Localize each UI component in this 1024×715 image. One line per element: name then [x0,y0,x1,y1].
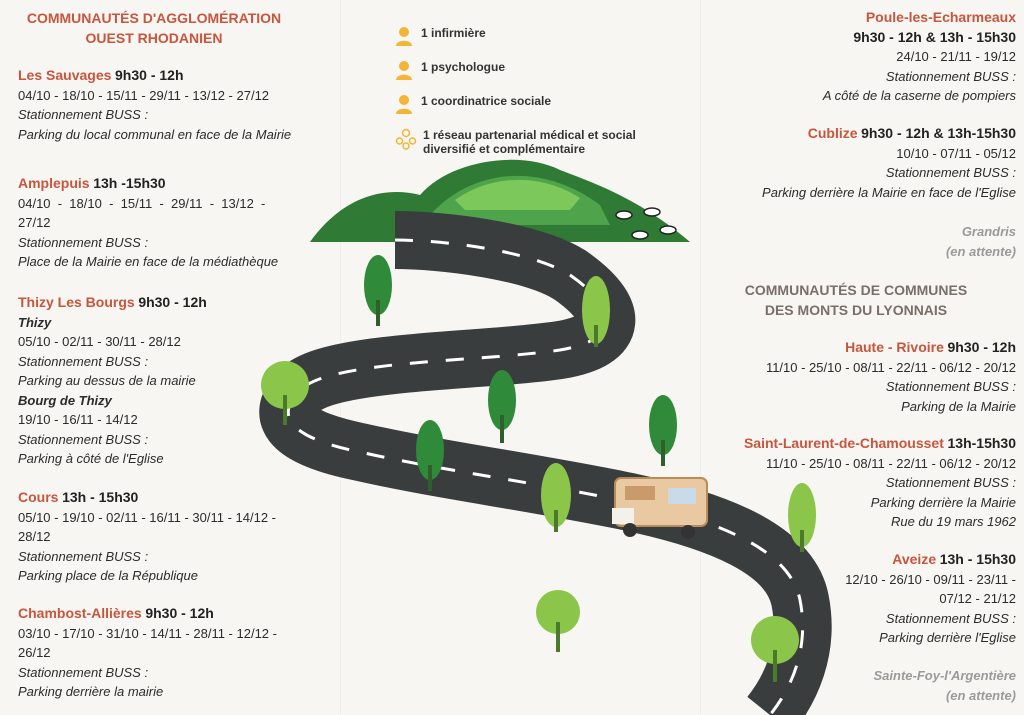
stop-cublize [696,124,1016,202]
parking-place: Parking de la Mairie [901,398,1016,414]
stop-amplepuis [18,174,338,272]
network-icon [395,128,417,150]
hours: 9h30 - 12h [115,67,184,83]
team-item-nurse: 1 infirmière [395,26,675,46]
parking-place: Parking derrière la mairie [18,684,164,699]
hours: 9h30 - 12h [145,605,214,621]
parking-label: Stationnement BUSS : [885,475,1016,490]
dates-cont: 07/12 - 21/12 [939,591,1016,606]
parking-label: Stationnement BUSS : [885,610,1016,626]
town-name: Aveize [892,551,937,567]
town-name: Saint-Laurent-de-Chamousset [743,435,944,451]
parking-place: Place de la Mairie en face de la médiathèque [18,254,279,269]
status: (en attente) [945,687,1016,703]
parking-place: Parking au dessus de la mairie [18,373,196,388]
parking-label: Stationnement BUSS : [18,353,149,369]
town-name: Les Sauvages [18,67,112,83]
status: (en attente) [945,243,1016,259]
parking-place: Parking derrière la Mairie en face de l'Eglise [762,184,1016,200]
dates: 12/10 - 26/10 - 09/11 - 23/11 - [845,571,1016,587]
stop-chambost-allieres [18,604,338,702]
parking-street: Rue du 19 mars 1962 [890,514,1016,529]
dates: 11/10 - 25/10 - 08/11 - 22/11 - 06/12 - 20/12 [765,455,1016,471]
parking-label: Stationnement BUSS : [885,68,1016,84]
hours: 9h30 - 12h [138,294,207,310]
dates: 24/10 - 21/11 - 19/12 [896,49,1016,64]
hours: 9h30 - 12h [947,339,1016,355]
parking-place: Parking du local communal en face de la Mairie [18,126,292,142]
parking-place: Parking à côté de l'Eglise [18,451,164,466]
stop-grandris [696,222,1016,261]
person-icon [395,94,413,114]
stop-aveize [696,550,1016,648]
town-name: Sainte-Foy-l'Argentière [873,668,1016,683]
hours: 13h-15h30 [947,435,1016,451]
dates: 11/10 - 25/10 - 08/11 - 22/11 - 06/12 - 20/12 [765,359,1016,375]
hours: 13h - 15h30 [62,489,139,505]
sub-location: Thizy [18,314,52,330]
team-item-social-coordinator: 1 coordinatrice sociale [395,94,675,114]
parking-place: Parking place de la République [18,568,198,583]
team-item-psychologist: 1 psychologue [395,60,675,80]
parking-place: Parking derrière la Mairie [870,494,1016,510]
person-icon [395,60,413,80]
sub-location: Bourg de Thizy [18,392,112,408]
parking-label: Stationnement BUSS : [885,379,1016,394]
town-name: Thizy Les Bourgs [18,294,135,310]
hours: 13h -15h30 [93,175,166,191]
town-name: Amplepuis [18,175,90,191]
stop-cours [18,488,338,586]
cows-icon [616,208,676,239]
stop-sainte-foy-largentiere [696,666,1016,705]
person-icon [395,26,413,46]
team-list [395,26,675,170]
camper-van-icon [612,478,707,539]
town-name: Haute - Rivoire [845,339,944,355]
hill-front [430,176,610,225]
hours: 13h - 15h30 [939,551,1016,567]
left-column [18,8,338,699]
stop-saint-laurent-de-chamousset [696,434,1016,532]
parking-label: Stationnement BUSS : [18,548,149,564]
dates: 03/10 - 17/10 - 31/10 - 14/11 - 28/11 - 12/12 - [18,625,277,641]
dates: 10/10 - 07/11 - 05/12 [896,145,1016,161]
dates: 04/10 - 18/10 - 15/11 - 29/11 - 13/12 - [18,195,266,211]
region-title-monts-du-lyonnais: COMMUNAUTÉS DE COMMUNES DES MONTS DU LYONNAIS [744,282,968,318]
fold-line-left [340,0,342,715]
parking-place: A côté de la caserne de pompiers [822,88,1016,103]
stop-thizy-les-bourgs [18,293,338,469]
dates-cont: 28/12 [18,529,51,544]
dates: 05/10 - 19/10 - 02/11 - 16/11 - 30/11 - 14/12 - [18,509,277,525]
town-name: Cublize [807,125,858,141]
hours: 9h30 - 12h & 13h - 15h30 [853,28,1016,45]
dates: 19/10 - 16/11 - 14/12 [18,412,138,427]
parking-place: Parking derrière l'Eglise [879,630,1016,645]
parking-label: Stationnement BUSS : [18,664,149,680]
parking-label: Stationnement BUSS : [18,234,149,250]
parking-label: Stationnement BUSS : [18,431,149,447]
parking-label: Stationnement BUSS : [18,107,149,122]
stop-haute-rivoire [696,338,1016,416]
hours: 9h30 - 12h & 13h-15h30 [861,125,1016,141]
town-name: Chambost-Allières [18,605,142,621]
parking-label: Stationnement BUSS : [885,165,1016,180]
town-name: Grandris [961,224,1016,239]
dates-cont: 26/12 [18,645,51,660]
dates: 05/10 - 02/11 - 30/11 - 28/12 [18,334,181,349]
stop-poule-les-echarmeaux [696,8,1016,106]
stop-les-sauvages [18,66,338,144]
town-name: Poule-les-Echarmeaux [865,9,1016,25]
dates-cont: 27/12 [18,215,51,230]
hills [310,160,690,242]
dates: 04/10 - 18/10 - 15/11 - 29/11 - 13/12 - 27/12 [18,87,270,103]
team-item-network: 1 réseau partenarial médical et social diversifié et complémentaire [395,128,675,156]
region-title-ouest-rhodanien: COMMUNAUTÉS D'AGGLOMÉRATION OUEST RHODANIEN [26,10,282,46]
town-name: Cours [18,489,59,505]
